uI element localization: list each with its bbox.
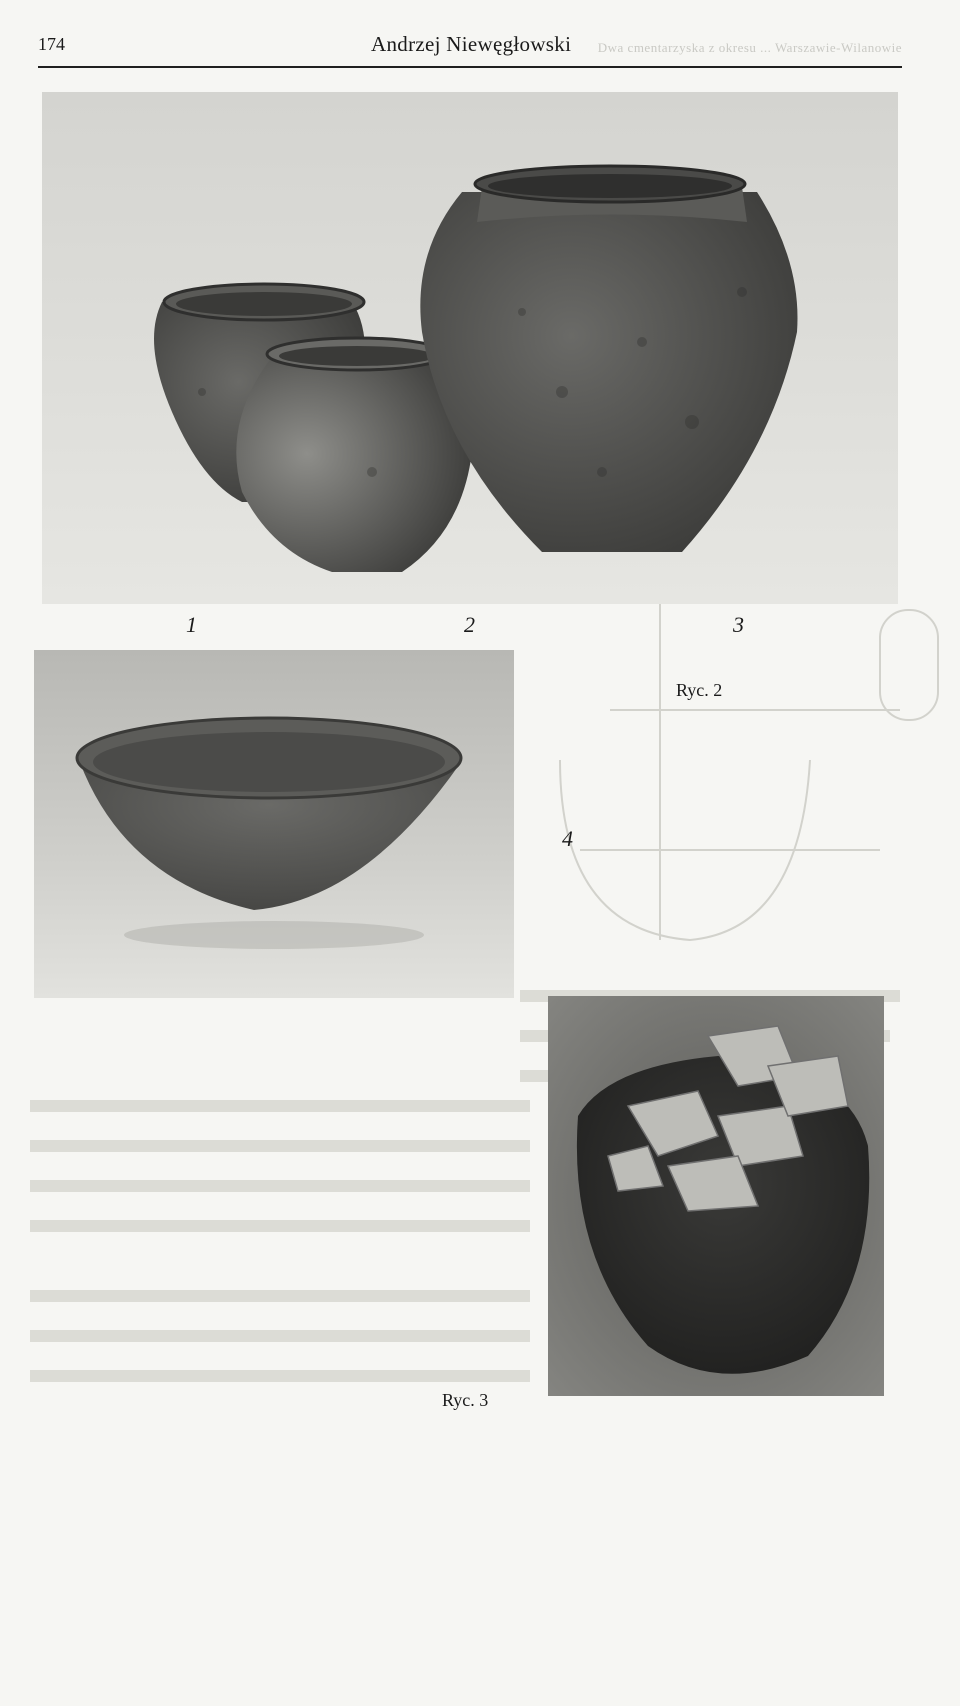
photo-three-vessels <box>42 92 898 604</box>
photo-bowl <box>34 650 514 998</box>
bowl-label-4: 4 <box>562 826 573 851</box>
figure-caption-ryc-3: Ryc. 3 <box>442 1390 489 1410</box>
page-header <box>38 30 902 64</box>
vessel-label-1: 1 <box>186 612 197 637</box>
ghost-heading: Dwa cmentarzyska z okresu ... Warszawie-Wilanowie <box>597 40 902 55</box>
header-rule <box>38 66 902 68</box>
figure-caption-ryc-2: Ryc. 2 <box>676 680 723 700</box>
vessel-label-3: 3 <box>733 612 744 637</box>
page-number: 174 <box>38 34 65 54</box>
photo-vessel-in-situ <box>548 996 884 1706</box>
vessel-label-2: 2 <box>464 612 475 637</box>
running-title: Andrzej Niewęgłowski <box>371 32 572 56</box>
